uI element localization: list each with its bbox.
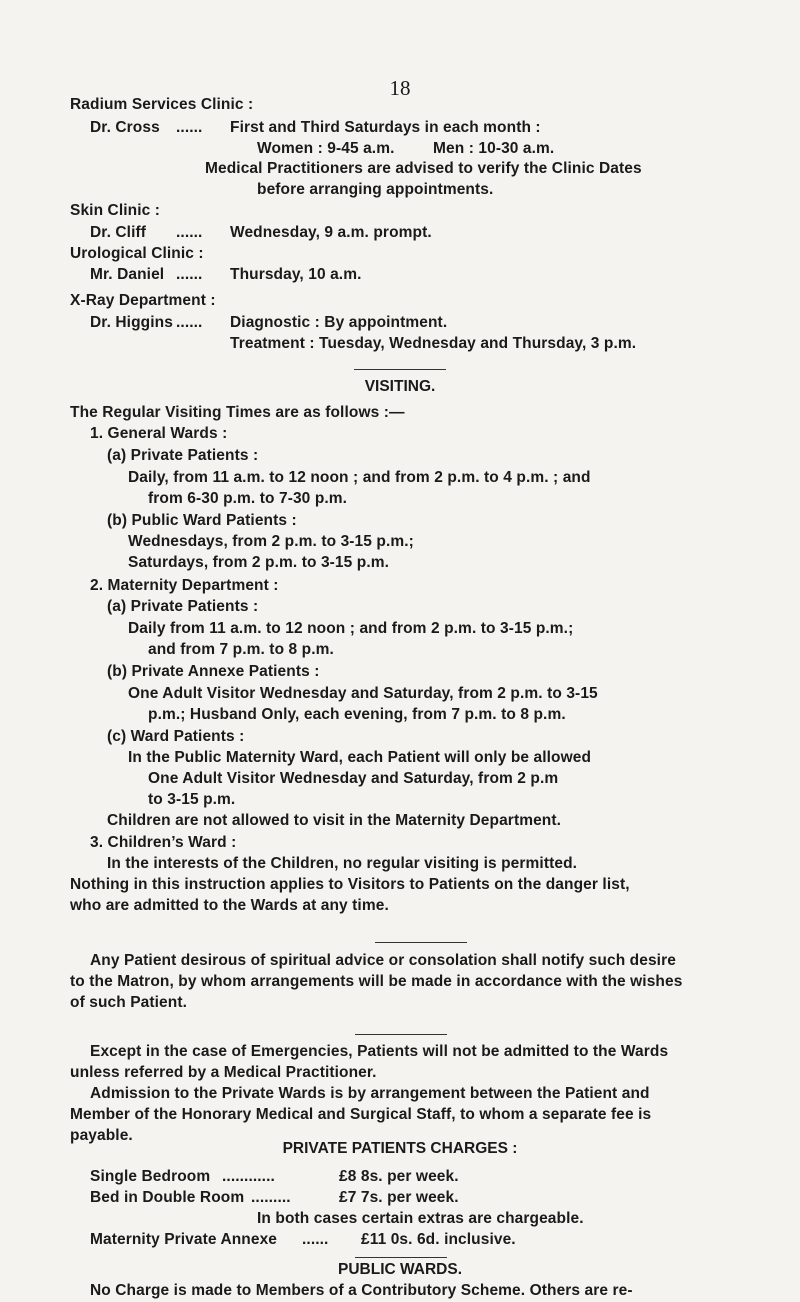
- leader-dots: ......: [176, 224, 203, 241]
- general-private-heading: (a) Private Patients :: [107, 447, 259, 464]
- leader-dots: ......: [176, 314, 203, 331]
- divider: [354, 369, 446, 370]
- radium-doctor: Dr. Cross: [90, 119, 160, 136]
- xray-heading: X-Ray Department :: [70, 292, 216, 309]
- radium-advice: Medical Practitioners are advised to verify the Clinic Dates: [205, 160, 642, 177]
- spiritual-line-1: Any Patient desirous of spiritual advice or consolation shall notify such desire: [90, 952, 676, 969]
- admission-line-3: Admission to the Private Wards is by arrangement between the Patient and: [90, 1085, 650, 1102]
- danger-list-line-1: Nothing in this instruction applies to Visitors to Patients on the danger list,: [70, 876, 630, 893]
- divider: [355, 1034, 447, 1035]
- leader-dots: ......: [176, 266, 203, 283]
- leader-dots: .........: [251, 1189, 291, 1206]
- double-room-label: Bed in Double Room: [90, 1189, 245, 1206]
- single-bedroom-price: £8 8s. per week.: [339, 1168, 459, 1185]
- admission-line-5: payable.: [70, 1127, 133, 1144]
- public-wards-title: PUBLIC WARDS.: [338, 1261, 462, 1278]
- skin-heading: Skin Clinic :: [70, 202, 161, 219]
- ward-patients-heading: (c) Ward Patients :: [107, 728, 245, 745]
- annexe-line-1: One Adult Visitor Wednesday and Saturday, from 2 p.m. to 3-15: [128, 685, 598, 702]
- ward-patients-line-2: One Adult Visitor Wednesday and Saturday, from 2 p.m: [148, 770, 559, 787]
- radium-women-time: Women : 9-45 a.m.: [257, 140, 395, 157]
- double-room-price: £7 7s. per week.: [339, 1189, 459, 1206]
- urological-time: Thursday, 10 a.m.: [230, 266, 362, 283]
- radium-heading: Radium Services Clinic :: [70, 96, 254, 113]
- visiting-title: VISITING.: [364, 378, 436, 395]
- radium-men-time: Men : 10-30 a.m.: [433, 140, 555, 157]
- ward-patients-line-3: to 3-15 p.m.: [148, 791, 236, 808]
- admission-line-1: Except in the case of Emergencies, Patients will not be admitted to the Wards: [90, 1043, 669, 1060]
- general-public-line-2: Saturdays, from 2 p.m. to 3-15 p.m.: [128, 554, 390, 571]
- leader-dots: ......: [176, 119, 203, 136]
- leader-dots: ............: [222, 1168, 275, 1185]
- maternity-annexe-label: Maternity Private Annexe: [90, 1231, 278, 1248]
- urological-doctor: Mr. Daniel: [90, 266, 165, 283]
- general-wards-heading: 1. General Wards :: [90, 425, 228, 442]
- charges-title: PRIVATE PATIENTS CHARGES :: [282, 1140, 518, 1157]
- radium-advice-cont: before arranging appointments.: [257, 181, 494, 198]
- maternity-private-line-2: and from 7 p.m. to 8 p.m.: [148, 641, 334, 658]
- urological-heading: Urological Clinic :: [70, 245, 204, 262]
- xray-doctor: Dr. Higgins: [90, 314, 173, 331]
- general-private-line-2: from 6-30 p.m. to 7-30 p.m.: [148, 490, 348, 507]
- skin-time: Wednesday, 9 a.m. prompt.: [230, 224, 432, 241]
- admission-line-2: unless referred by a Medical Practitioner.: [70, 1064, 377, 1081]
- general-public-heading: (b) Public Ward Patients :: [107, 512, 297, 529]
- spiritual-line-3: of such Patient.: [70, 994, 188, 1011]
- general-public-line-1: Wednesdays, from 2 p.m. to 3-15 p.m.;: [128, 533, 414, 550]
- public-wards-line-1: No Charge is made to Members of a Contributory Scheme. Others are re-: [90, 1282, 633, 1299]
- maternity-heading: 2. Maternity Department :: [90, 577, 279, 594]
- admission-line-4: Member of the Honorary Medical and Surgical Staff, to whom a separate fee is: [70, 1106, 652, 1123]
- extras-note: In both cases certain extras are chargeable.: [257, 1210, 584, 1227]
- spiritual-line-2: to the Matron, by whom arrangements will be made in accordance with the wishes: [70, 973, 683, 990]
- maternity-private-line-1: Daily from 11 a.m. to 12 noon ; and from 2 p.m. to 3-15 p.m.;: [128, 620, 574, 637]
- single-bedroom-label: Single Bedroom: [90, 1168, 211, 1185]
- skin-doctor: Dr. Cliff: [90, 224, 147, 241]
- maternity-annexe-price: £11 0s. 6d. inclusive.: [361, 1231, 516, 1248]
- general-private-line-1: Daily, from 11 a.m. to 12 noon ; and from 2 p.m. to 4 p.m. ; and: [128, 469, 591, 486]
- page-number: 18: [389, 76, 411, 100]
- childrens-ward-heading: 3. Children’s Ward :: [90, 834, 237, 851]
- leader-dots: ......: [302, 1231, 329, 1248]
- childrens-ward-line: In the interests of the Children, no regular visiting is permitted.: [107, 855, 578, 872]
- divider: [355, 1257, 447, 1258]
- maternity-private-heading: (a) Private Patients :: [107, 598, 259, 615]
- radium-schedule: First and Third Saturdays in each month :: [230, 119, 541, 136]
- visiting-intro: The Regular Visiting Times are as follows :—: [70, 404, 405, 421]
- maternity-children-note: Children are not allowed to visit in the Maternity Department.: [107, 812, 562, 829]
- xray-diagnostic: Diagnostic : By appointment.: [230, 314, 448, 331]
- danger-list-line-2: who are admitted to the Wards at any time.: [70, 897, 389, 914]
- ward-patients-line-1: In the Public Maternity Ward, each Patient will only be allowed: [128, 749, 592, 766]
- annexe-heading: (b) Private Annexe Patients :: [107, 663, 320, 680]
- divider: [375, 942, 467, 943]
- xray-treatment: Treatment : Tuesday, Wednesday and Thursday, 3 p.m.: [230, 335, 637, 352]
- annexe-line-2: p.m.; Husband Only, each evening, from 7 p.m. to 8 p.m.: [148, 706, 566, 723]
